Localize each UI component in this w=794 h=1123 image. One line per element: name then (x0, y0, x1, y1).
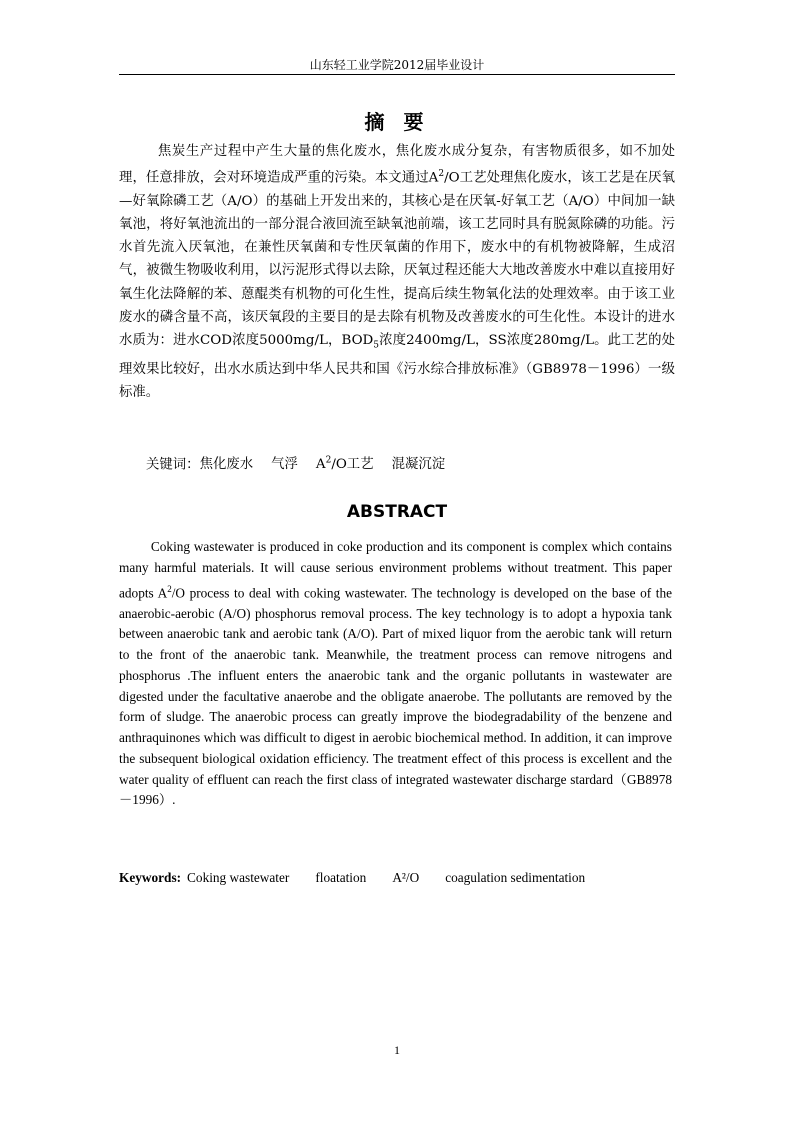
en-text-part-1: Coking wastewater is produced in coke production and its component is complex which contains many harmful materials. It will cause serious environment problems without treatment. This paper adopts A (119, 539, 672, 600)
zh-keyword-3-b: /O工艺 (331, 457, 374, 473)
zh-subscript: 5 (373, 340, 380, 351)
en-text-part-2: /O process to deal with coking wastewater. The technology is developed on the base of the anaerobic-aerobic (A/O) phosphorus removal process. The key technology is to adopt a hypoxia tank between anaerobic tank and aerobic tank (A/O). Part of mixed liquor from the aerobic tank will return to the front of the anaerobic tank. Meanwhile, the treatment process can remove nitrogens and phosphorus .The influent enters the anaerobic tank and the organic pollutants in wastewater are digested under the facultative anaerobe and the obligate anaerobe. The pollutants are removed by the form of sludge. The anaerobic process can greatly improve the biodegradability of the benzene and anthraquinones which was difficult to digest in aerobic biochemical method. In addition, it can improve the subsequent biological oxidation efficiency. The treatment effect of this process is excellent and the water quality of effluent can reach the first class of integrated wastewater discharge stardard（GB8978－1996）. (119, 584, 672, 808)
zh-keyword-2: 气浮 (271, 457, 298, 473)
chinese-abstract-paragraph (119, 140, 675, 404)
zh-text-part-2: /O工艺处理焦化废水，该工艺是在厌氧—好氧除磷工艺（A/O）的基础上开发出来的，其核心是在厌氧-好氧工艺（A/O）中间加一缺氧池，将好氧池流出的一部分混合液回流至缺氧池前端，该工艺同时具有脱氮除磷的功能。污水首先流入厌氧池，在兼性厌氧菌和专性厌氧菌的作用下，废水中的有机物被降解，生成沼气，被微生物吸收利用，以污泥形式得以去除，厌氧过程还能大大地改善废水中难以直接用好氧生化法降解的苯、蒽醌类有机物的可化生性，提高后续生物氧化法的处理效率。由于该工业废水的磷含量不高，该厌氧段的主要目的是去除有机物及改善废水的可生化性。本设计的进水水质为：进水COD浓度5000mg/L，BOD (119, 170, 675, 349)
zh-keywords-label: 关键词： (146, 457, 200, 473)
en-superscript: 2 (167, 583, 172, 594)
chinese-keywords (146, 451, 676, 475)
zh-keyword-3 (316, 457, 374, 472)
english-abstract-title: ABSTRACT (346, 502, 448, 522)
zh-text-part-1: 焦炭生产过程中产生大量的焦化废水，焦化废水成分复杂，有害物质很多，如不加处理，任意排放，会对环境造成严重的污染。本文通过A (119, 144, 675, 186)
en-keyword-2: floatation (315, 870, 367, 885)
zh-keyword-1: 焦化废水 (199, 457, 254, 473)
english-abstract-body (119, 537, 672, 811)
en-keyword-3: A²/O (392, 870, 420, 885)
zh-keyword-4: 混凝沉淀 (391, 457, 446, 473)
english-abstract-paragraph (119, 537, 672, 811)
zh-text-part-3: 浓度2400mg/L，SS浓度280mg/L。此工艺的处理效果比较好，出水水质达到中华人民共和国《污水综合排放标准》（GB8978－1996）一级标准。 (119, 333, 675, 401)
zh-keyword-3-a: A (315, 457, 326, 473)
page-number: 1 (394, 1043, 400, 1057)
header-text: 山东轻工业学院2012届毕业设计 (309, 58, 485, 72)
chinese-abstract-title: 摘 要 (364, 110, 430, 134)
zh-superscript: 2 (438, 169, 445, 180)
chinese-abstract-body (119, 140, 675, 404)
en-keywords-label: Keywords: (119, 870, 182, 885)
page-header (119, 56, 675, 75)
zh-keyword-3-sup: 2 (325, 456, 332, 466)
english-keywords (119, 868, 675, 888)
en-keyword-4: coagulation sedimentation (445, 870, 586, 885)
en-keyword-1: Coking wastewater (187, 870, 290, 885)
